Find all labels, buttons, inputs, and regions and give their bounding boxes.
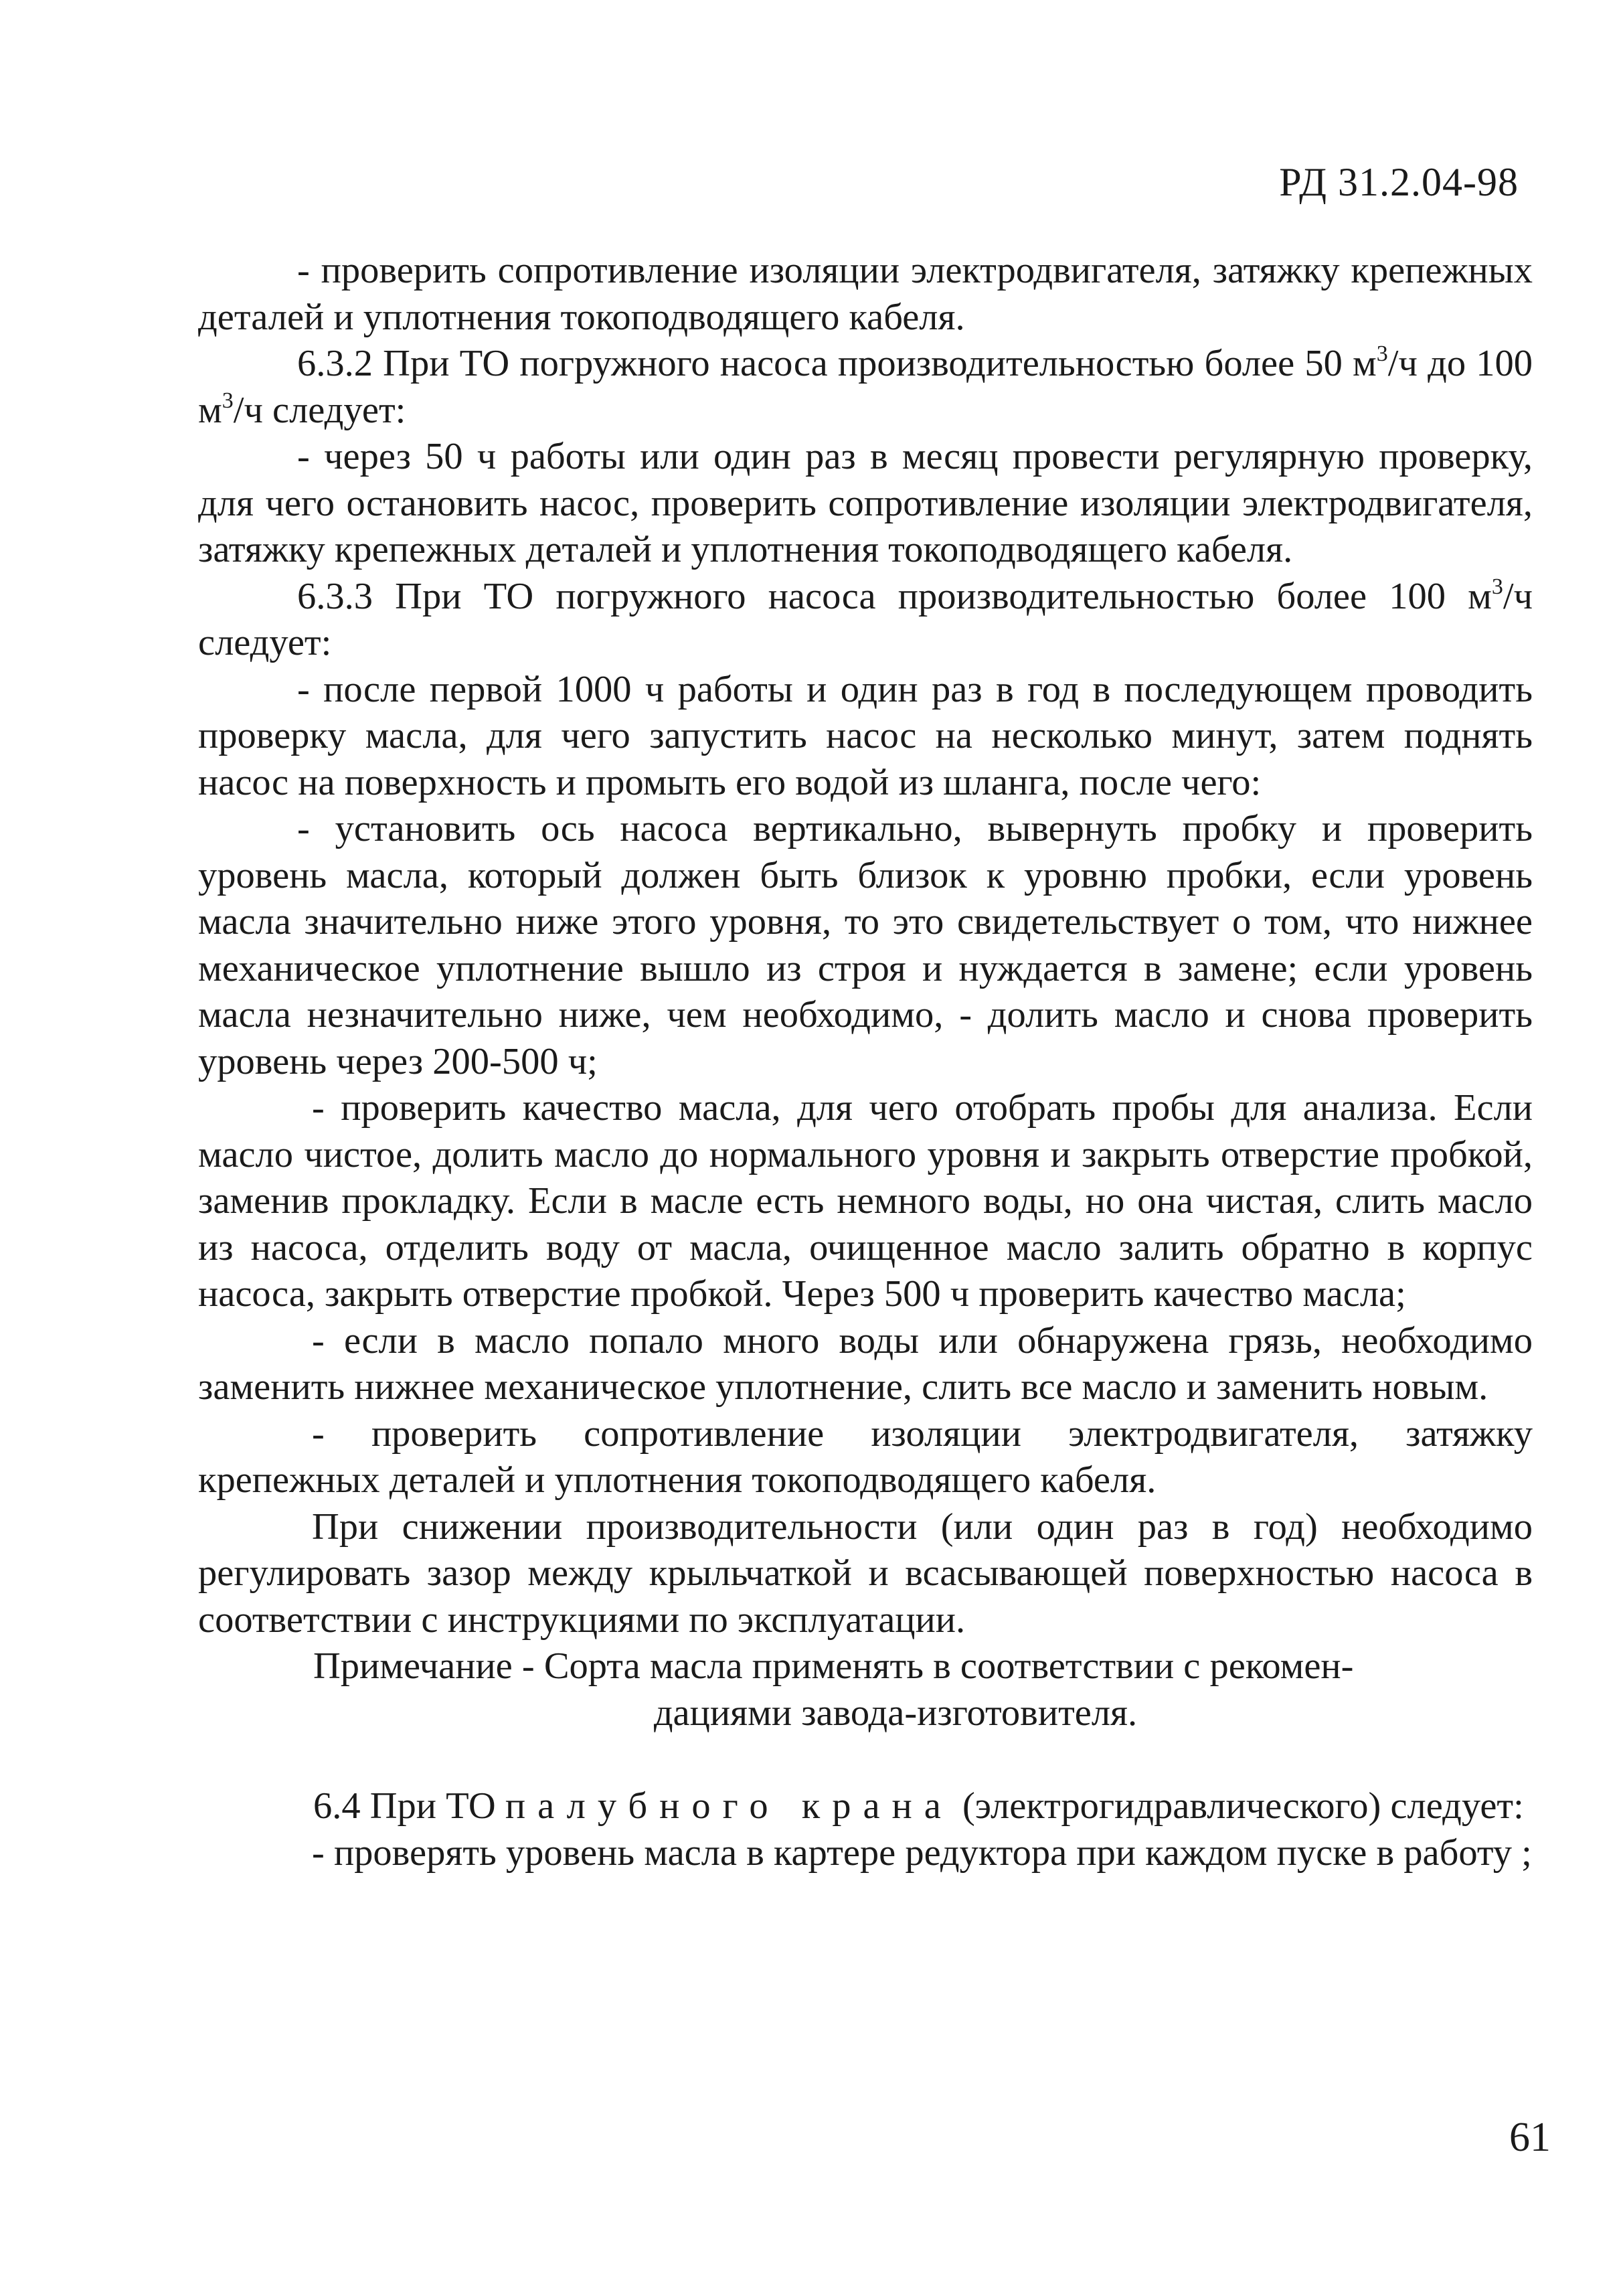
paragraph-50h-check: - через 50 ч работы или один раз в месяц провести регулярную проверку, для чего остановить насос, проверить сопротивление изоляции электродвигателя, затяжку крепежных деталей и уплотнения токоподводящего кабеля.: [198, 436, 1533, 570]
page-number: 61: [1509, 2115, 1551, 2160]
superscript: 3: [1376, 341, 1388, 366]
spaced-term: палубного крана: [505, 1785, 953, 1827]
text-segment: (электрогидравлического) следует:: [952, 1785, 1524, 1827]
note-line-1: Примечание - Сорта масла применять в соответствии с рекомен-: [313, 1645, 1354, 1687]
text-segment: 6.3.3 При ТО погружного насоса производительностью более 100 м: [297, 575, 1492, 617]
paragraph-6-3-3: [198, 574, 1533, 667]
document-body: [198, 248, 1533, 1876]
document-code: РД 31.2.04-98: [1279, 160, 1519, 204]
paragraph-check-insulation-2: - проверить сопротивление изоляции электродвигателя, затяжку крепежных деталей и уплотнения токоподводящего кабеля.: [198, 1412, 1533, 1501]
paragraph-water-dirt: - если в масло попало много воды или обнаружена грязь, необходимо заменить нижнее механическое уплотнение, слить все масло и заменить новым.: [198, 1319, 1533, 1408]
paragraph-gearbox-oil: - проверять уровень масла в картере редуктора при каждом пуске в работу ;: [312, 1831, 1532, 1874]
superscript: 3: [222, 388, 234, 413]
text-segment: /ч до 100 м: [198, 343, 1533, 431]
note-line-2: дациями завода-изготовителя.: [653, 1692, 1138, 1734]
paragraph-oil-quality: - проверить качество масла, для чего отобрать пробы для анализа. Если масло чистое, долить масло до нормального уровня и закрыть отверстие пробкой, заменив прокладку. Если в масле есть немного воды, но она чистая, слить масло из насоса, отделить воду от масла, очищенное масло залить обратно в корпус насоса, закрыть отверстие пробкой. Через 500 ч проверить качество масла;: [198, 1087, 1533, 1315]
text-segment: /ч следует:: [233, 389, 406, 431]
text-segment: /ч следует:: [198, 575, 1533, 663]
text-segment: 6.4 При ТО: [313, 1785, 505, 1827]
paragraph-oil-check: - после первой 1000 ч работы и один раз в год в последующем проводить проверку масла, для чего запустить насос на несколько минут, затем поднять насос на поверхность и промыть его водой из шланга, после чего:: [198, 668, 1533, 803]
paragraph-performance-drop: При снижении производительности (или один раз в год) необходимо регулировать зазор между крыльчаткой и всасывающей поверхностью насоса в соответствии с инструкциями по эксплуатации.: [198, 1505, 1533, 1641]
superscript: 3: [1491, 574, 1503, 599]
paragraph-oil-level: - установить ось насоса вертикально, вывернуть пробку и проверить уровень масла, который должен быть близок к уровню пробки, если уровень масла значительно ниже этого уровня, то это свидетельствует о том, что нижнее механическое уплотнение вышло из строя и нуждается в замене; если уровень масла незначительно ниже, чем необходимо, - долить масло и снова проверить уровень через 200-500 ч;: [198, 808, 1533, 1082]
paragraph-6-4: [198, 1783, 1533, 1830]
text-segment: 6.3.2 При ТО погружного насоса производительностью более 50 м: [297, 343, 1377, 384]
paragraph-check-insulation-1: - проверить сопротивление изоляции электродвигателя, затяжку крепежных деталей и уплотнения токоподводящего кабеля.: [198, 250, 1533, 338]
paragraph-6-3-2: [198, 341, 1533, 434]
